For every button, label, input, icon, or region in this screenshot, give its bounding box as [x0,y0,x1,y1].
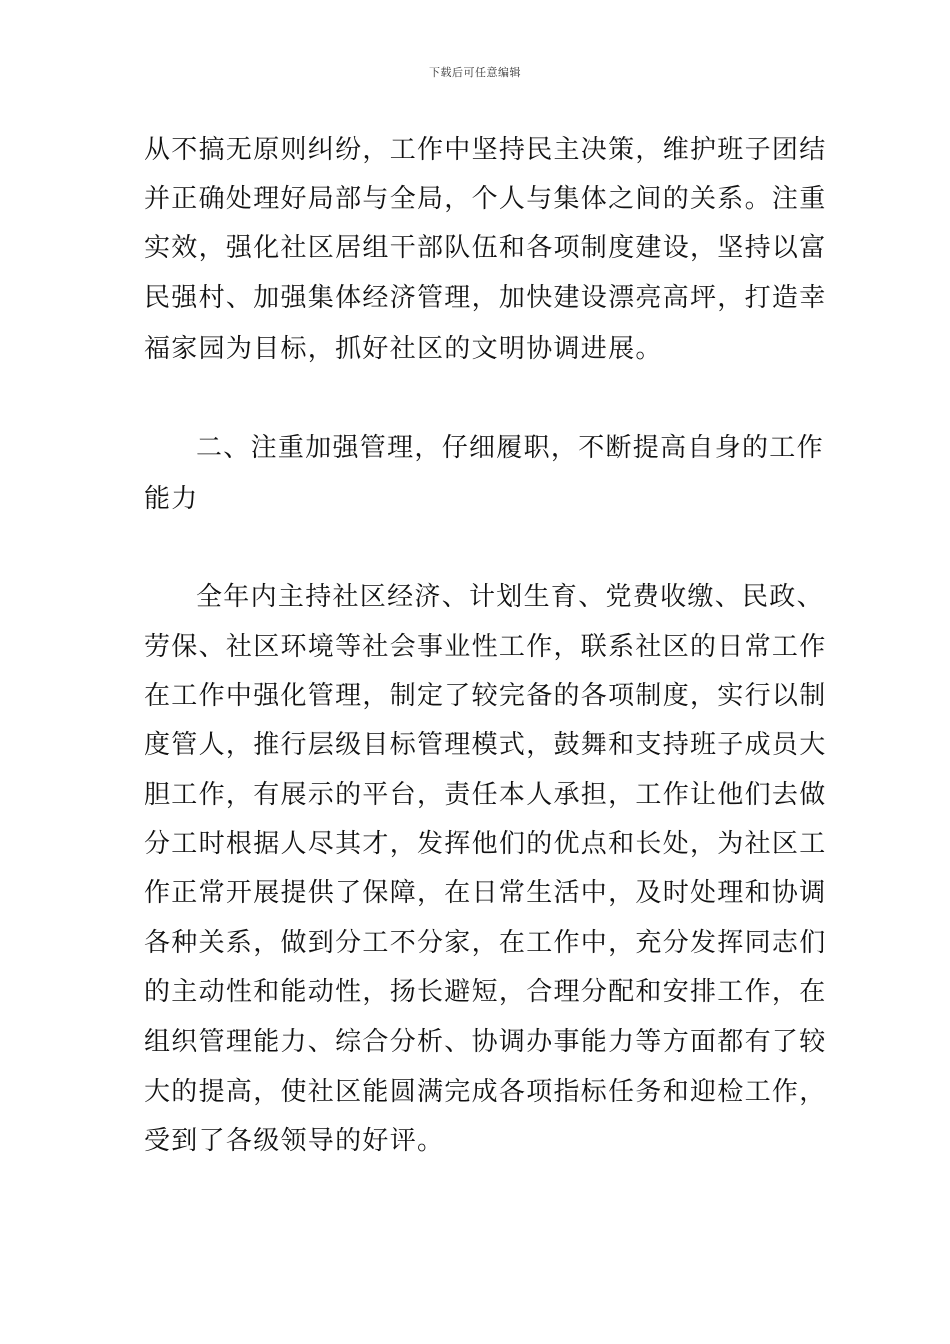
paragraph-3-line-5: 胆工作，有展示的平台，责任本人承担，工作让他们去做 [144,780,827,810]
paragraph-3-line-6: 分工时根据人尽其才，发挥他们的优点和长处，为社区工 [144,829,827,859]
header-note: 下载后可任意编辑 [429,66,521,79]
paragraph-3-line-11: 大的提高，使社区能圆满完成各项指标任务和迎检工作， [144,1077,827,1107]
paragraph-3-line-8: 各种关系，做到分工不分家，在工作中，充分发挥同志们 [144,928,827,958]
paragraph-3-line-4: 度管人，推行层级目标管理模式，鼓舞和支持班子成员大 [144,730,827,760]
paragraph-1-line-4: 民强村、加强集体经济管理，加快建设漂亮高坪，打造幸 [144,283,827,313]
paragraph-3-line-3: 在工作中强化管理，制定了较完备的各项制度，实行以制 [144,681,827,711]
section-heading-line-1: 二、注重加强管理，仔细履职，不断提高自身的工作 [196,433,824,463]
section-heading-line-2: 能力 [144,484,199,514]
paragraph-1-line-2: 并正确处理好局部与全局，个人与集体之间的关系。注重 [144,184,827,214]
paragraph-3-line-10: 组织管理能力、综合分析、协调办事能力等方面都有了较 [144,1027,827,1057]
paragraph-1-line-5: 福家园为目标，抓好社区的文明协调进展。 [144,334,663,364]
paragraph-3-line-12: 受到了各级领导的好评。 [144,1126,445,1156]
paragraph-3-line-1: 全年内主持社区经济、计划生育、党费收缴、民政、 [196,582,824,612]
paragraph-3-line-9: 的主动性和能动性，扬长避短，合理分配和安排工作，在 [144,977,827,1007]
paragraph-1-line-3: 实效，强化社区居组干部队伍和各项制度建设，坚持以富 [144,233,827,263]
paragraph-3-line-7: 作正常开展提供了保障，在日常生活中，及时处理和协调 [144,878,827,908]
paragraph-3-line-2: 劳保、社区环境等社会事业性工作，联系社区的日常工作 [144,632,827,662]
paragraph-1-line-1: 从不搞无原则纠纷，工作中坚持民主决策，维护班子团结 [144,135,827,165]
